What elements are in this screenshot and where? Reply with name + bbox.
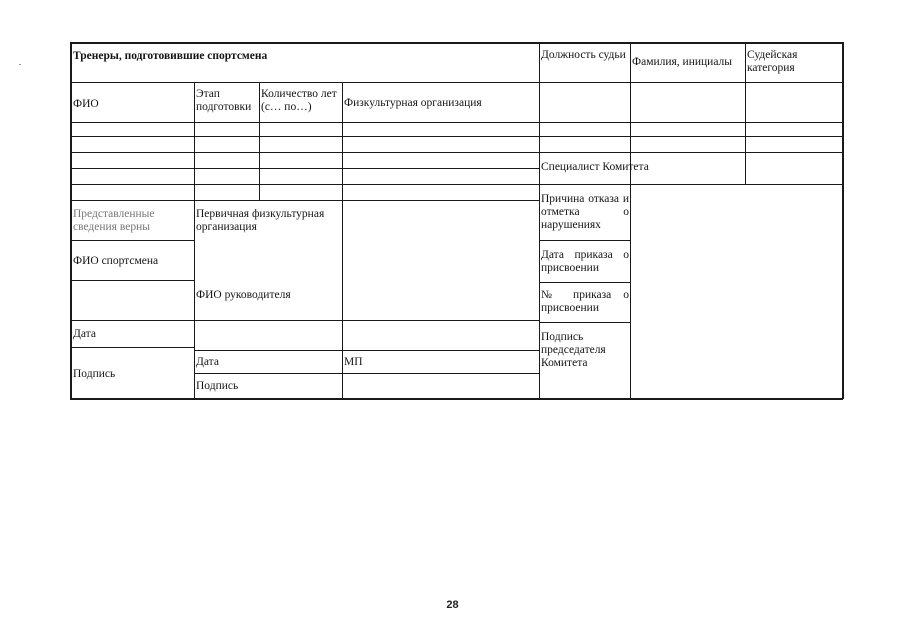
grid-line [70,82,843,83]
grid-line [194,350,540,351]
grid-line [540,322,631,323]
grid-line [70,347,194,348]
judge-position-label: Должность судьи [541,49,626,61]
signature-left-label: Подпись [73,368,116,380]
col-years-label: Количество лет (с… по…) [261,88,337,113]
grid-line [540,282,631,283]
grid-line [70,240,194,241]
grid-line [194,82,195,399]
athlete-fio-label: ФИО спортсмена [73,255,159,267]
grid-line [630,42,631,399]
col-stage-label: Этап подготовки [196,88,252,113]
trainers-header: Тренеры, подготовившие спортсмена [73,50,268,62]
primary-org-label: Первичная физкультурная организация [196,208,325,233]
col-fio-label: ФИО [73,98,99,110]
refusal-reason-label: Причина отказа и отметка о нарушениях [541,193,629,231]
data-correct-label: Представленные сведения верны [73,208,155,233]
grid-line [540,240,631,241]
border-bottom [70,398,843,400]
committee-chair-signature-label: Подпись председателя Комитета [541,331,606,369]
scan-speck [19,64,21,65]
border-left [70,42,72,399]
grid-line [70,320,540,321]
order-number-label: № приказа о присвоении [541,289,629,314]
grid-line [194,373,540,374]
border-top [70,42,843,44]
grid-line [342,82,343,399]
grid-line [70,280,194,281]
grid-line [70,184,843,185]
grid-line [70,136,843,137]
signature-org-label: Подпись [196,380,239,392]
date-left-label: Дата [73,328,96,340]
border-right [842,42,844,399]
grid-line [745,42,746,184]
date-org-label: Дата [196,356,219,368]
grid-line [70,122,843,123]
judge-name-label: Фамилия, инициалы [632,56,732,68]
col-organization-label: Физкультурная организация [344,97,482,109]
page-number: 28 [446,599,459,611]
committee-specialist-label: Специалист Комитета [541,161,649,173]
judge-category-label: Судейская категория [747,49,798,74]
head-fio-label: ФИО руководителя [196,289,291,301]
order-date-label: Дата приказа о присвоении [541,249,629,274]
grid-line [70,168,540,169]
grid-line [70,200,540,201]
grid-line [539,42,540,399]
grid-line [70,152,843,153]
stamp-label: МП [344,356,363,368]
